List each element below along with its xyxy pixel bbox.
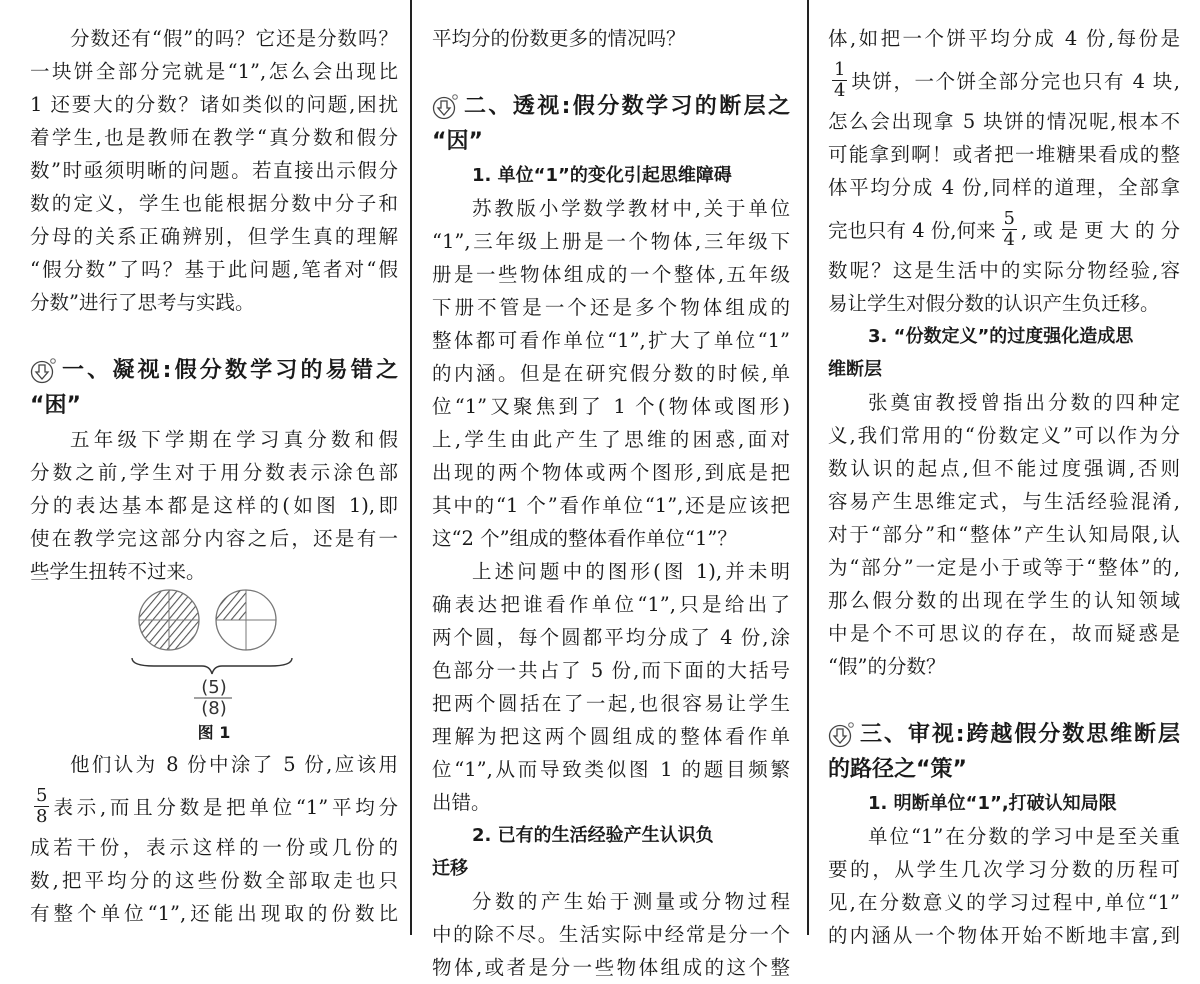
paragraph [432,192,790,555]
column-1 [30,22,398,930]
fraction-numerator: 5 [36,784,48,806]
heading-text: 一、凝视:假分数学习的易错之 [62,358,398,383]
paragraph [828,254,1180,320]
subheading-line: 1. 单位“1”的变化引起思维障碍 [472,165,732,186]
paragraph [828,820,1180,952]
figure-1 [30,588,398,748]
text-line: 这“2 个”组成的整体看作单位“1”？ [432,527,737,550]
text-line: 1 还要大的分数？诸如类似的问题,困扰 [30,93,398,116]
spacer [828,683,1180,717]
text-line: 怎么会出现拿 5 块饼的情况呢,根本不 [828,110,1180,133]
text-line: 分母的关系正确辨别，但学生真的理解 [30,225,398,248]
section-heading [30,353,398,423]
heading-line [432,89,790,124]
text-line: 其中的“1 个”看作单位“1”,还是应该把 [432,494,790,517]
section-heading [432,89,790,159]
fraction [1002,209,1017,250]
text-line: 他们认为 8 份中涂了 5 份,应该用 [70,753,398,776]
paragraph [30,748,398,781]
down-arrow-circle-icon [828,722,854,748]
heading-line [30,388,398,423]
heading-line [828,717,1180,752]
text-line: 着学生,也是教师在教学“真分数和假分 [30,126,398,149]
paragraph [30,831,398,930]
text-line: 的内涵从一个物体开始不断地丰富,到 [828,924,1180,947]
text-line: 理解为把这两个圆组成的整体看作单 [432,725,790,748]
fraction-line [828,55,1180,105]
text-segment: 表示,而且分数是把单位“1”平均分 [53,796,398,819]
text-line: 中的除不尽。生活实际中经常是分一个 [432,923,790,946]
text-line: 体,如把一个饼平均分成 4 份,每份是 [828,27,1180,50]
paragraph [432,555,790,819]
paragraph [828,105,1180,204]
heading-text: 的路径之“策” [828,757,967,782]
fraction-denominator: 4 [834,79,846,101]
text-line: 上,学生由此产生了思维的困惑,面对 [432,428,790,451]
column-divider [410,0,412,935]
subheading-line: 2. 已有的生活经验产生认识负 [472,825,714,846]
section-heading [828,717,1180,787]
fraction [34,786,49,827]
text-line: 数,把平均分的这些份数全部取走也只 [30,869,398,892]
text-line: 成若干份，表示这样的一份或几份的 [30,836,398,859]
text-line: 可能拿到啊！或者把一堆糖果看成的整 [828,143,1180,166]
text-line: 数的定义，学生也能根据分数中分子和 [30,192,398,215]
text-line: 出错。 [432,791,491,814]
text-line: 位“1”又聚焦到了 1 个(物体或图形) [432,395,790,418]
text-segment: 块饼，一个饼全部分完也只有 4 块, [851,70,1180,93]
text-line: 体平均分成 4 份,同样的道理，全部拿 [828,176,1180,199]
subheading [828,787,1180,820]
text-segment: 完也只有 4 份,何来 [828,219,996,242]
text-line: “假分数”了吗？基于此问题,笔者对“假 [30,258,398,281]
text-line: 把两个圆括在了一起,也很容易让学生 [432,692,790,715]
text-line: 要的，从学生几次学习分数的历程可 [828,858,1180,881]
text-line: 张奠宙教授曾指出分数的四种定 [868,391,1180,414]
text-line: 的内涵。但是在研究假分数的时候,单 [432,362,790,385]
down-arrow-circle-icon [30,358,56,384]
text-line: “1”,三年级上册是一个物体,三年级下 [432,230,790,253]
text-line: 为“部分”一定是小于或等于“整体”的, [828,556,1180,579]
fraction-denominator: 4 [1003,228,1015,250]
text-line: 分数还有“假”的吗？它还是分数吗？ [70,27,398,50]
fraction-line [828,204,1180,254]
text-line: 位“1”,从而导致类似图 1 的题目频繁 [432,758,790,781]
text-line: 色部分一共占了 5 份,而下面的大括号 [432,659,790,682]
text-line: 五年级下学期在学习真分数和假 [70,428,398,451]
subheading-line: 3. “份数定义”的过度强化造成思 [868,326,1134,347]
text-line: 义,我们常用的“份数定义”可以作为分 [828,424,1180,447]
fraction-line [30,781,398,831]
figure-caption: 图 1 [197,723,231,742]
text-segment: ,或是更大的分 [1020,219,1180,242]
text-line: 苏教版小学数学教材中,关于单位 [472,197,790,220]
text-line: 那么假分数的出现在学生的认知领域 [828,589,1180,612]
spacer [432,55,790,89]
fraction-numerator: 1 [834,58,846,80]
heading-text: “困” [30,393,81,418]
text-line: 数认识的起点,但不能过度强调,否则 [828,457,1180,480]
text-line: 见,在分数意义的学习过程中,单位“1” [828,891,1180,914]
heading-line [30,353,398,388]
subheading [432,819,790,885]
text-line: 数呢？这是生活中的实际分物经验,容 [828,259,1180,282]
subheading-line: 维断层 [828,359,882,380]
paragraph [30,423,398,588]
subheading [432,159,790,192]
text-line: 册是一些物体组成的一个整体,五年级 [432,263,790,286]
heading-text: 二、透视:假分数学习的断层之 [464,94,790,119]
text-line: 分数”进行了思考与实践。 [30,291,255,314]
text-line: 易让学生对假分数的认识产生负迁移。 [828,292,1160,315]
heading-text: 三、审视:跨越假分数思维断层 [860,722,1180,747]
text-line: 对于“部分”和“整体”产生认知局限,认 [828,523,1180,546]
spacer [30,319,398,353]
figure-denominator: (8) [201,698,227,719]
text-line: 上述问题中的图形(图 1),并未明 [472,560,790,583]
text-line: 平均分的份数更多的情况吗？ [432,27,686,50]
heading-line [828,752,1180,787]
column-2 [432,22,790,984]
paragraph [30,22,398,319]
text-line: 中是个不可思议的存在，故而疑惑是 [828,622,1180,645]
text-line: 一块饼全部分完就是“1”,怎么会出现比 [30,60,398,83]
fraction [832,60,847,101]
subheading [828,320,1180,386]
text-line: 出现的两个物体或两个图形,到底是把 [432,461,790,484]
text-line: 分数之前,学生对于用分数表示涂色部 [30,461,398,484]
paragraph [828,386,1180,683]
fraction-numerator: 5 [1003,207,1015,229]
text-line: 分的表达基本都是这样的(如图 1),即 [30,494,398,517]
paragraph [432,22,790,55]
text-line: 单位“1”在分数的学习中是至关重 [868,825,1180,848]
text-line: 确表达把谁看作单位“1”,只是给出了 [432,593,790,616]
down-arrow-circle-icon [432,94,458,120]
text-line: 下册不管是一个还是多个物体组成的 [432,296,790,319]
text-line: 数”时亟须明晰的问题。若直接出示假分 [30,159,398,182]
text-line: 物体,或者是分一些物体组成的这个整 [432,956,790,979]
text-line: 整体都可看作单位“1”,扩大了单位“1” [432,329,790,352]
text-line: 容易产生思维定式，与生活经验混淆, [828,490,1180,513]
heading-text: “因” [432,129,483,154]
column-divider [807,0,809,935]
subheading-line: 迁移 [432,858,468,879]
text-line: 些学生扭转不过来。 [30,560,206,583]
paragraph [828,22,1180,55]
figure-numerator: (5) [201,677,227,698]
heading-line [432,124,790,159]
text-line: 分数的产生始于测量或分物过程 [472,890,790,913]
text-line: 两个圆，每个圆都平均分成了 4 份,涂 [432,626,790,649]
text-line: 有整个单位“1”,还能出现取的份数比 [30,902,398,925]
fraction-denominator: 8 [36,805,48,827]
text-line: “假”的分数？ [828,655,946,678]
text-line: 使在教学完这部分内容之后，还是有一 [30,527,398,550]
subheading-line: 1. 明断单位“1”,打破认知局限 [868,793,1117,814]
column-3 [828,22,1180,952]
